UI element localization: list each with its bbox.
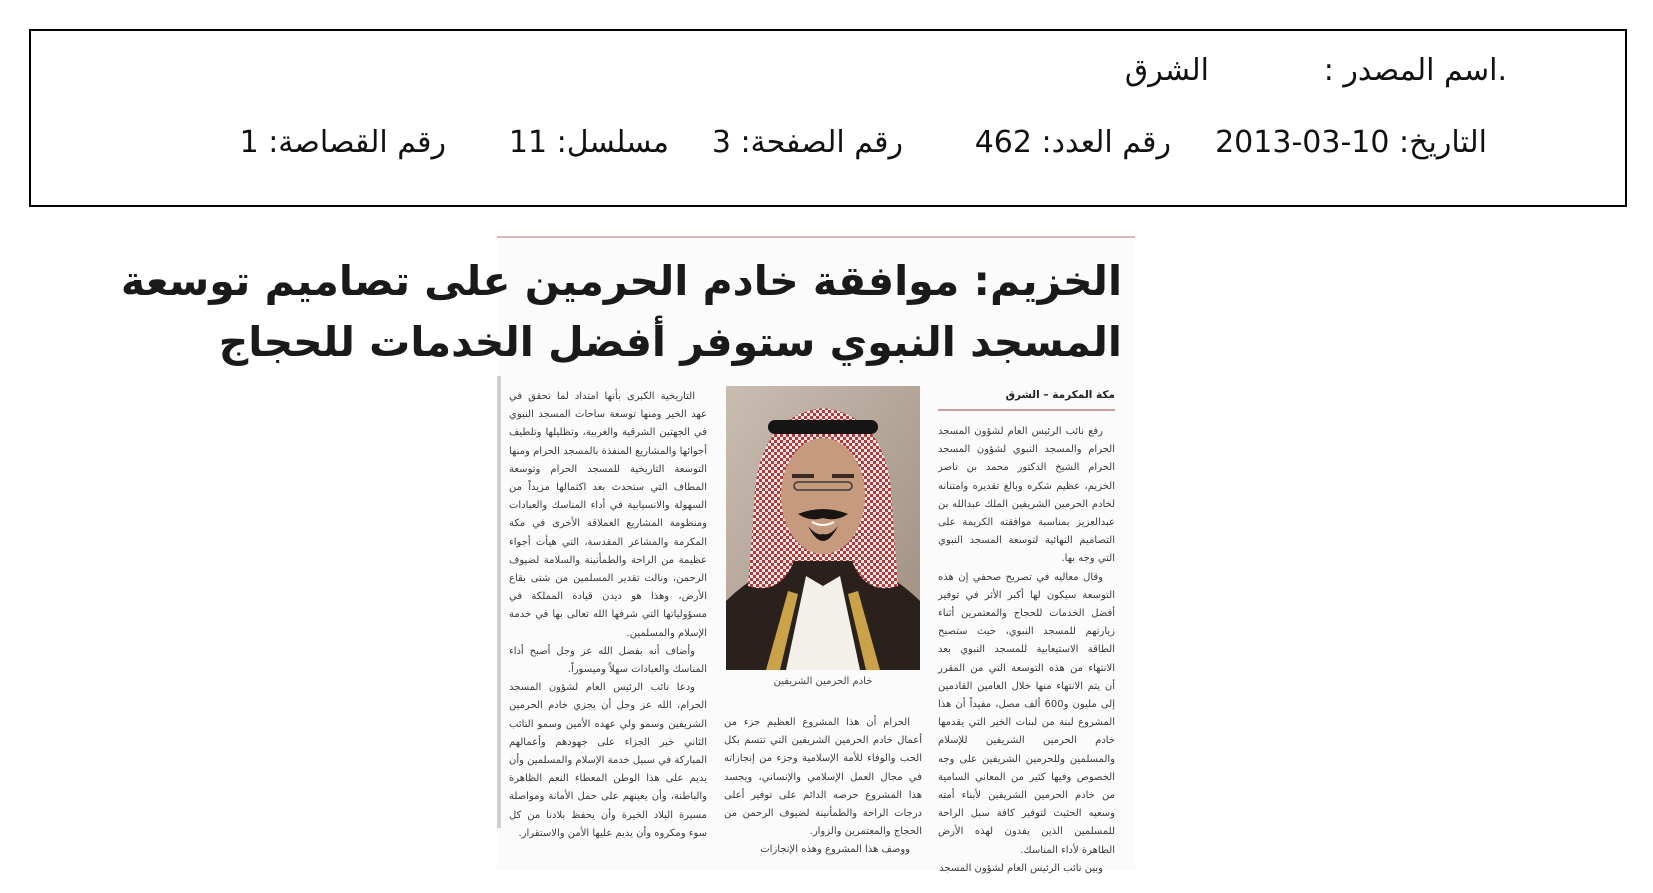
article-dateline: مكة المكرمة – الشرق (1005, 389, 1115, 401)
source-value: الشرق (1124, 53, 1209, 88)
issue-field: رقم العدد: 462 (974, 125, 1171, 160)
paragraph: ووصف هذا المشروع وهذه الإنجازات (760, 844, 910, 856)
date-field: التاريخ: 10-03-2013 (1215, 125, 1487, 160)
headline-line-1: الخزيم: موافقة خادم الحرمين على تصاميم توسعة (120, 257, 1122, 305)
document-header (29, 29, 1627, 207)
paragraph: وبين نائب الرئيس العام لشؤون المسجد (939, 862, 1103, 874)
column-left (509, 388, 707, 868)
dateline-rule (938, 409, 1115, 411)
paragraph: الحرام أن هذا المشروع العظيم جزء من أعمال خادم الحرمين الشريفين التي تتسم بكل الحب والوفاء للأمة الإسلامية وجزء من إنجازاته في مجال العمل الإسلامي والإنساني، ويجسد هذا المشروع حرصه الدائم على توفير أعلى درجات الراحة والطمأنينة لضيوف الرحمن من الحجاج والمعتمرين والزوار. (724, 717, 922, 838)
serial-field: مسلسل: 11 (508, 125, 669, 160)
paragraph: وأضاف أنه بفضل الله عز وجل أصبح أداء المناسك والعبادات سهلاً وميسوراً. (509, 645, 707, 676)
paragraph: التاريخية الكبرى بأنها امتداد لما تحقق في عهد الخير ومنها توسعة ساحات المسجد النبوي في الجهتين الشرقية والغربية، وتظليلها وتلطيف أجوائها والمشاريع المنفذة بالمسجد الحرام ومنها التوسعة التاريخية للمسجد الحرام وتوسعة المطاف التي ستحدث بعد اكتمالها مزيداً من السهولة والانسيابية في أداء المناسك والعبادات ومنظومة المشاريع العملاقة الأخرى في مكة المكرمة والمشاعر المقدسة، التي هيأت أجواء عظيمة من الراحة والطمأنينة والسلامة لضيوف الرحمن، ونالت تقدير المسلمين من شتى بقاع الأرض، وهذا هو ديدن قيادة المملكة في مسؤولياتها التي شرفها الله تعالى بها في خدمة الإسلام والمسلمين. (509, 391, 707, 639)
clipping-top-rule (497, 236, 1135, 238)
column-middle (724, 714, 922, 864)
paragraph: رفع نائب الرئيس العام لشؤون المسجد الحرام والمسجد النبوي لشؤون المسجد الحرام الشيخ الدكتور محمد بن ناصر الخزيم، عظيم شكره وبالغ تقديره وامتنانه لخادم الحرمين الشريفين الملك عبدالله بن عبدالعزيز بمناسبة موافقته الكريمة على التصاميم النهائية لتوسعة المسجد النبوي التي وجه بها. (938, 426, 1115, 565)
clip-field: رقم القصاصة: 1 (239, 125, 446, 160)
column-right (938, 423, 1115, 874)
paragraph: ودعا نائب الرئيس العام لشؤون المسجد الحرام، الله عز وجل أن يجزي خادم الحرمين الشريفين وسمو ولي عهده الأمين وسمو النائب الثاني خير الجزاء على جهودهم وأعمالهم المباركة في سبيل خدمة الإسلام والمسلمين وأن يديم على هذا الوطن المعطاء النعم الظاهرة والباطنة، وأن يعينهم على حمل الأمانة ومواصلة مسيرة البلاد الخيرة وأن يحفظ بلادنا من كل سوء ومكروه وأن يديم عليها الأمن والاستقرار. (509, 682, 707, 839)
page-field: رقم الصفحة: 3 (711, 125, 903, 160)
photo-portrait (726, 386, 920, 670)
clipping-left-edge (497, 376, 501, 828)
headline-line-2: المسجد النبوي ستوفر أفضل الخدمات للحجاج (218, 318, 1122, 366)
source-label: .اسم المصدر : (1323, 53, 1507, 88)
paragraph: وقال معاليه في تصريح صحفي إن هذه التوسعة سيكون لها أكبر الأثر في توفير أفضل الخدمات للحجاج والمعتمرين أثناء زيارتهم للمسجد النبوي، حيث ستصبح الطاقة الاستيعابية للمسجد النبوي بعد الانتهاء من هذه التوسعة التي من المقرر أن يتم الانتهاء منها خلال العامين القادمين إلى مليون و600 ألف مصل، مفيداً أن هذا المشروع لبنة من لبنات الخير التي يقدمها خادم الحرمين الشريفين للإسلام والمسلمين وللحرمين الشريفين على وجه الخصوص وفيها كثير من المعاني السامية من خادم الحرمين الشريفين لأبناء أمته وسعيه الحثيث لتوفير كافة سبل الراحة للمسلمين الذين يفدون لهذه الأرض الطاهرة لأداء المناسك. (938, 571, 1115, 856)
photo-caption: خادم الحرمين الشريفين (773, 676, 873, 687)
